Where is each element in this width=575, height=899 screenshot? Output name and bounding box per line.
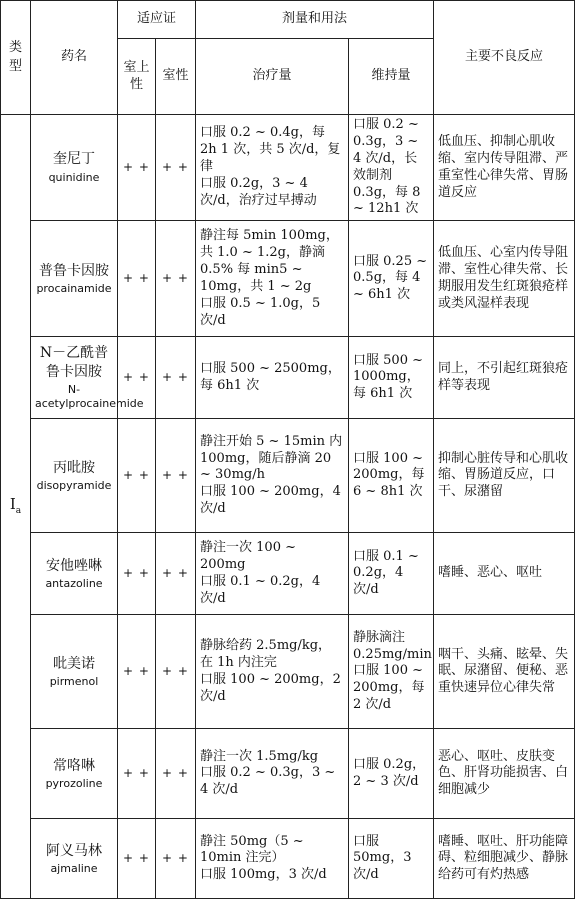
drug-name-cn: N－乙酰普鲁卡因胺 [39, 345, 109, 380]
treatment-dose: 口服 0.2 ~ 0.4g，每 2h 1 次，共 5 次/d，复律 口服 0.2g，3 ~ 4 次/d，治疗过早搏动 [196, 115, 349, 221]
header-type: 类型 [1, 1, 31, 115]
drug-name-cn: 奎尼丁 [53, 151, 95, 168]
ventricular-mark: + + [156, 419, 196, 533]
drug-name-cell [31, 533, 118, 615]
maintenance-dose: 口服 0.2 ~ 0.3g，3 ~ 4 次/d，长效制剂 0.3g，每 8 ~ 12h1 次 [349, 115, 434, 221]
table-row [1, 221, 575, 337]
table-row [1, 419, 575, 533]
treatment-dose: 静注开始 5 ~ 15min 内 100mg，随后静滴 20 ~ 30mg/h 口服 100 ~ 200mg，4 次/d [196, 419, 349, 533]
drug-name-cell [31, 115, 118, 221]
drug-name-cn: 普鲁卡因胺 [39, 262, 109, 279]
ventricular-mark: + + [156, 615, 196, 729]
supraventricular-mark: + + [118, 533, 156, 615]
header-maintenance-dose: 维持量 [349, 39, 434, 115]
supraventricular-mark: + + [118, 729, 156, 819]
adverse-reactions: 低血压、抑制心肌收缩、室内传导阻滞、严重室性心律失常、胃肠道反应 [434, 115, 575, 221]
ventricular-mark: + + [156, 337, 196, 419]
drug-name-cell [31, 819, 118, 899]
table-row [1, 729, 575, 819]
adverse-reactions: 同上，不引起红斑狼疮样等表现 [434, 337, 575, 419]
drug-name-en: N-acetylprocainemide [35, 382, 144, 411]
treatment-dose: 静注每 5min 100mg，共 1.0 ~ 1.2g，静滴 0.5% 每 min5 ~ 10mg，共 1 ~ 2g 口服 0.5 ~ 1.0g，5 次/d [196, 221, 349, 337]
header-drug-name: 药名 [31, 1, 118, 115]
drug-name-en: pyrozoline [45, 776, 103, 790]
maintenance-dose: 口服 100 ~ 200mg，每 6 ~ 8h1 次 [349, 419, 434, 533]
treatment-dose: 口服 500 ~ 2500mg，每 6h1 次 [196, 337, 349, 419]
drug-name-en: ajmaline [50, 861, 98, 875]
table-row [1, 337, 575, 419]
drug-name-cell [31, 337, 144, 419]
drug-name-cn: 丙吡胺 [53, 459, 95, 476]
supraventricular-mark: + + [118, 419, 156, 533]
adverse-reactions: 咽干、头痛、眩晕、失眠、尿潴留、便秘、恶重快速异位心律失常 [434, 615, 575, 729]
table-row [1, 819, 575, 899]
drug-name-cell [31, 221, 118, 337]
category-main: I [9, 495, 16, 514]
maintenance-dose: 静脉滴注 0.25mg/min 口服 100 ~ 200mg，每 2 次/d [349, 615, 434, 729]
drug-name-cell [31, 615, 118, 729]
table-header [1, 1, 575, 115]
maintenance-dose: 口服 0.2g，2 ~ 3 次/d [349, 729, 434, 819]
adverse-reactions: 嗜睡、呕吐、肝功能障碍、粒细胞减少、静脉给药可有灼热感 [434, 819, 575, 899]
header-ventricular: 室性 [156, 39, 196, 115]
maintenance-dose: 口服 50mg，3 次/d [349, 819, 434, 899]
drug-name-en: quinidine [48, 170, 100, 184]
maintenance-dose: 口服 0.25 ~ 0.5g，每 4 ~ 6h1 次 [349, 221, 434, 337]
supraventricular-mark: + + [118, 337, 156, 419]
ventricular-mark: + + [156, 819, 196, 899]
adverse-reactions: 抑制心脏传导和心肌收缩、胃肠道反应，口干、尿潴留 [434, 419, 575, 533]
treatment-dose: 静脉给药 2.5mg/kg，在 1h 内注完 口服 100 ~ 200mg，2 次/d [196, 615, 349, 729]
header-indication: 适应证 [118, 1, 196, 39]
maintenance-dose: 口服 500 ~ 1000mg，每 6h1 次 [349, 337, 434, 419]
drug-name-en: antazoline [45, 576, 103, 590]
category-sub: a [15, 506, 22, 517]
supraventricular-mark: + + [118, 615, 156, 729]
table-row [1, 615, 575, 729]
header-treatment-dose: 治疗量 [196, 39, 349, 115]
drug-name-cell [31, 419, 118, 533]
supraventricular-mark: + + [118, 115, 156, 221]
ventricular-mark: + + [156, 221, 196, 337]
ventricular-mark: + + [156, 533, 196, 615]
table-body [1, 115, 575, 899]
ventricular-mark: + + [156, 115, 196, 221]
drug-name-cn: 常咯啉 [53, 757, 95, 774]
supraventricular-mark: + + [118, 221, 156, 337]
table-row [1, 533, 575, 615]
header-dosage: 剂量和用法 [196, 1, 434, 39]
header-supraventricular: 室上性 [118, 39, 156, 115]
drug-name-cn: 安他唑啉 [46, 557, 102, 574]
drug-name-cn: 吡美诺 [53, 655, 95, 672]
ventricular-mark: + + [156, 729, 196, 819]
drug-name-cell [31, 729, 118, 819]
adverse-reactions: 低血压、心室内传导阻滞、室性心律失常、长期服用发生红斑狼疮样或类风湿样表现 [434, 221, 575, 337]
category-cell [1, 115, 31, 899]
header-adverse-reactions: 主要不良反应 [434, 1, 575, 115]
adverse-reactions: 嗜睡、恶心、呕吐 [434, 533, 575, 615]
drug-name-en: pirmenol [49, 674, 99, 688]
drug-name-en: procainamide [36, 281, 112, 295]
table-row [1, 115, 575, 221]
maintenance-dose: 口服 0.1 ~ 0.2g，4 次/d [349, 533, 434, 615]
drug-name-cn: 阿义马林 [46, 842, 102, 859]
drug-name-en: disopyramide [36, 478, 112, 492]
adverse-reactions: 恶心、呕吐、皮肤变色、肝肾功能损害、白细胞减少 [434, 729, 575, 819]
treatment-dose: 静注 50mg（5 ~ 10min 注完） 口服 100mg，3 次/d [196, 819, 349, 899]
treatment-dose: 静注一次 100 ~ 200mg 口服 0.1 ~ 0.2g，4 次/d [196, 533, 349, 615]
treatment-dose: 静注一次 1.5mg/kg 口服 0.2 ~ 0.3g，3 ~ 4 次/d [196, 729, 349, 819]
supraventricular-mark: + + [118, 819, 156, 899]
